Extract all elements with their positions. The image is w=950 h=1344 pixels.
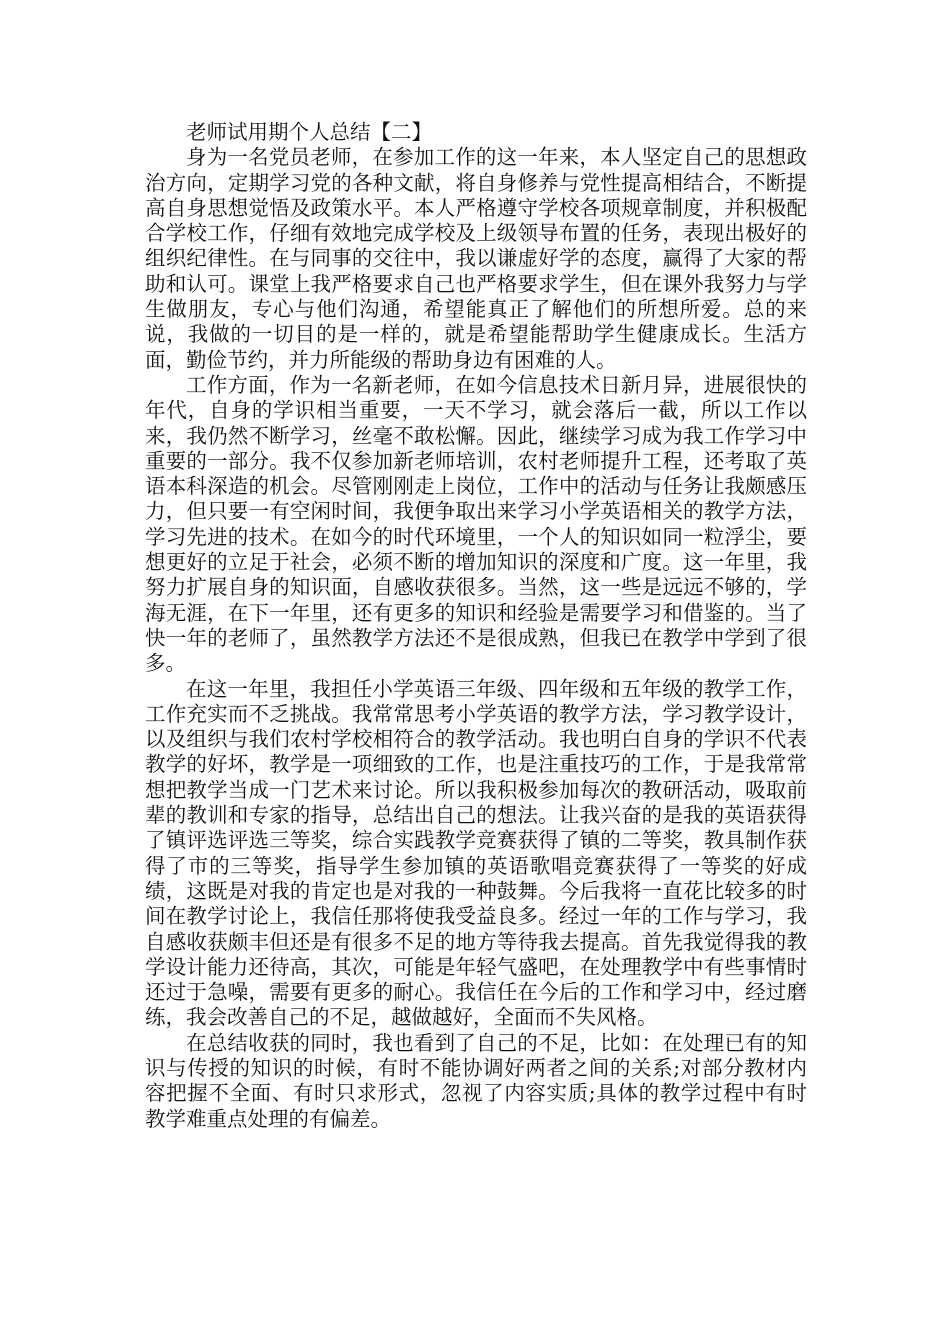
paragraph-shortcomings: 在总结收获的同时，我也看到了自己的不足，比如：在处理已有的知识与传授的知识的时候，有时不能协调好两者之间的关系;对部分教材内容把握不全面、有时只求形式，忽视了内容实质;具体的教学过程中有时教学难重点处理的有偏差。	[145, 1030, 807, 1131]
paragraph-teaching: 在这一年里，我担任小学英语三年级、四年级和五年级的教学工作，工作充实而不乏挑战。我常常思考小学英语的教学方法，学习教学设计，以及组织与我们农村学校相符合的教学活动。我也明白自身的学识不代表教学的好坏，教学是一项细致的工作，也是注重技巧的工作，于是我常常想把教学当成一门艺术来讨论。所以我积极参加每次的教研活动，吸取前辈的教训和专家的指导，总结出自己的想法。让我兴奋的是我的英语获得了镇评选评选三等奖，综合实践教学竞赛获得了镇的二等奖，教具制作获得了市的三等奖，指导学生参加镇的英语歌唱竞赛获得了一等奖的好成绩，这既是对我的肯定也是对我的一种鼓舞。今后我将一直花比较多的时间在教学讨论上，我信任那将使我受益良多。经过一年的工作与学习，我自感收获颇丰但还是有很多不足的地方等待我去提高。首先我觉得我的教学设计能力还待高，其次，可能是年轻气盛吧，在处理教学中有些事情时还过于急噪，需要有更多的耐心。我信任在今后的工作和学习中，经过磨练，我会改善自己的不足，越做越好，全面而不失风格。	[145, 676, 807, 1030]
document-title: 老师试用期个人总结【二】	[186, 120, 432, 144]
paragraph-work-study: 工作方面，作为一名新老师，在如今信息技术日新月异，进展很快的年代，自身的学识相当重要，一天不学习，就会落后一截，所以工作以来，我仍然不断学习，丝毫不敢松懈。因此，继续学习成为我工作学习中重要的一部分。我不仅参加新老师培训，农村老师提升工程，还考取了英语本科深造的机会。尽管刚刚走上岗位，工作中的活动与任务让我颇感压力，但只要一有空闲时间，我便争取出来学习小学英语相关的教学方法，学习先进的技术。在如今的时代环境里，一个人的知识如同一粒浮尘，要想更好的立足于社会，必须不断的增加知识的深度和广度。这一年里，我努力扩展自身的知识面，自感收获很多。当然，这一些是远远不够的，学海无涯，在下一年里，还有更多的知识和经验是需要学习和借鉴的。当了快一年的老师了，虽然教学方法还不是很成熟，但我已在教学中学到了很多。	[145, 372, 807, 676]
paragraph-party-member: 身为一名党员老师，在参加工作的这一年来，本人坚定自己的思想政治方向，定期学习党的各种文献，将自身修养与党性提高相结合，不断提高自身思想觉悟及政策水平。本人严格遵守学校各项规章制度，并积极配合学校工作，仔细有效地完成学校及上级领导布置的任务，表现出极好的组织纪律性。在与同事的交往中，我以谦虚好学的态度，赢得了大家的帮助和认可。课堂上我严格要求自己也严格要求学生，但在课外我努力与学生做朋友，专心与他们沟通，希望能真正了解他们的所想所爱。总的来说，我做的一切目的是一样的，就是希望能帮助学生健康成长。生活方面，勤俭节约，并力所能级的帮助身边有困难的人。	[145, 145, 807, 372]
document-page	[145, 120, 807, 1132]
